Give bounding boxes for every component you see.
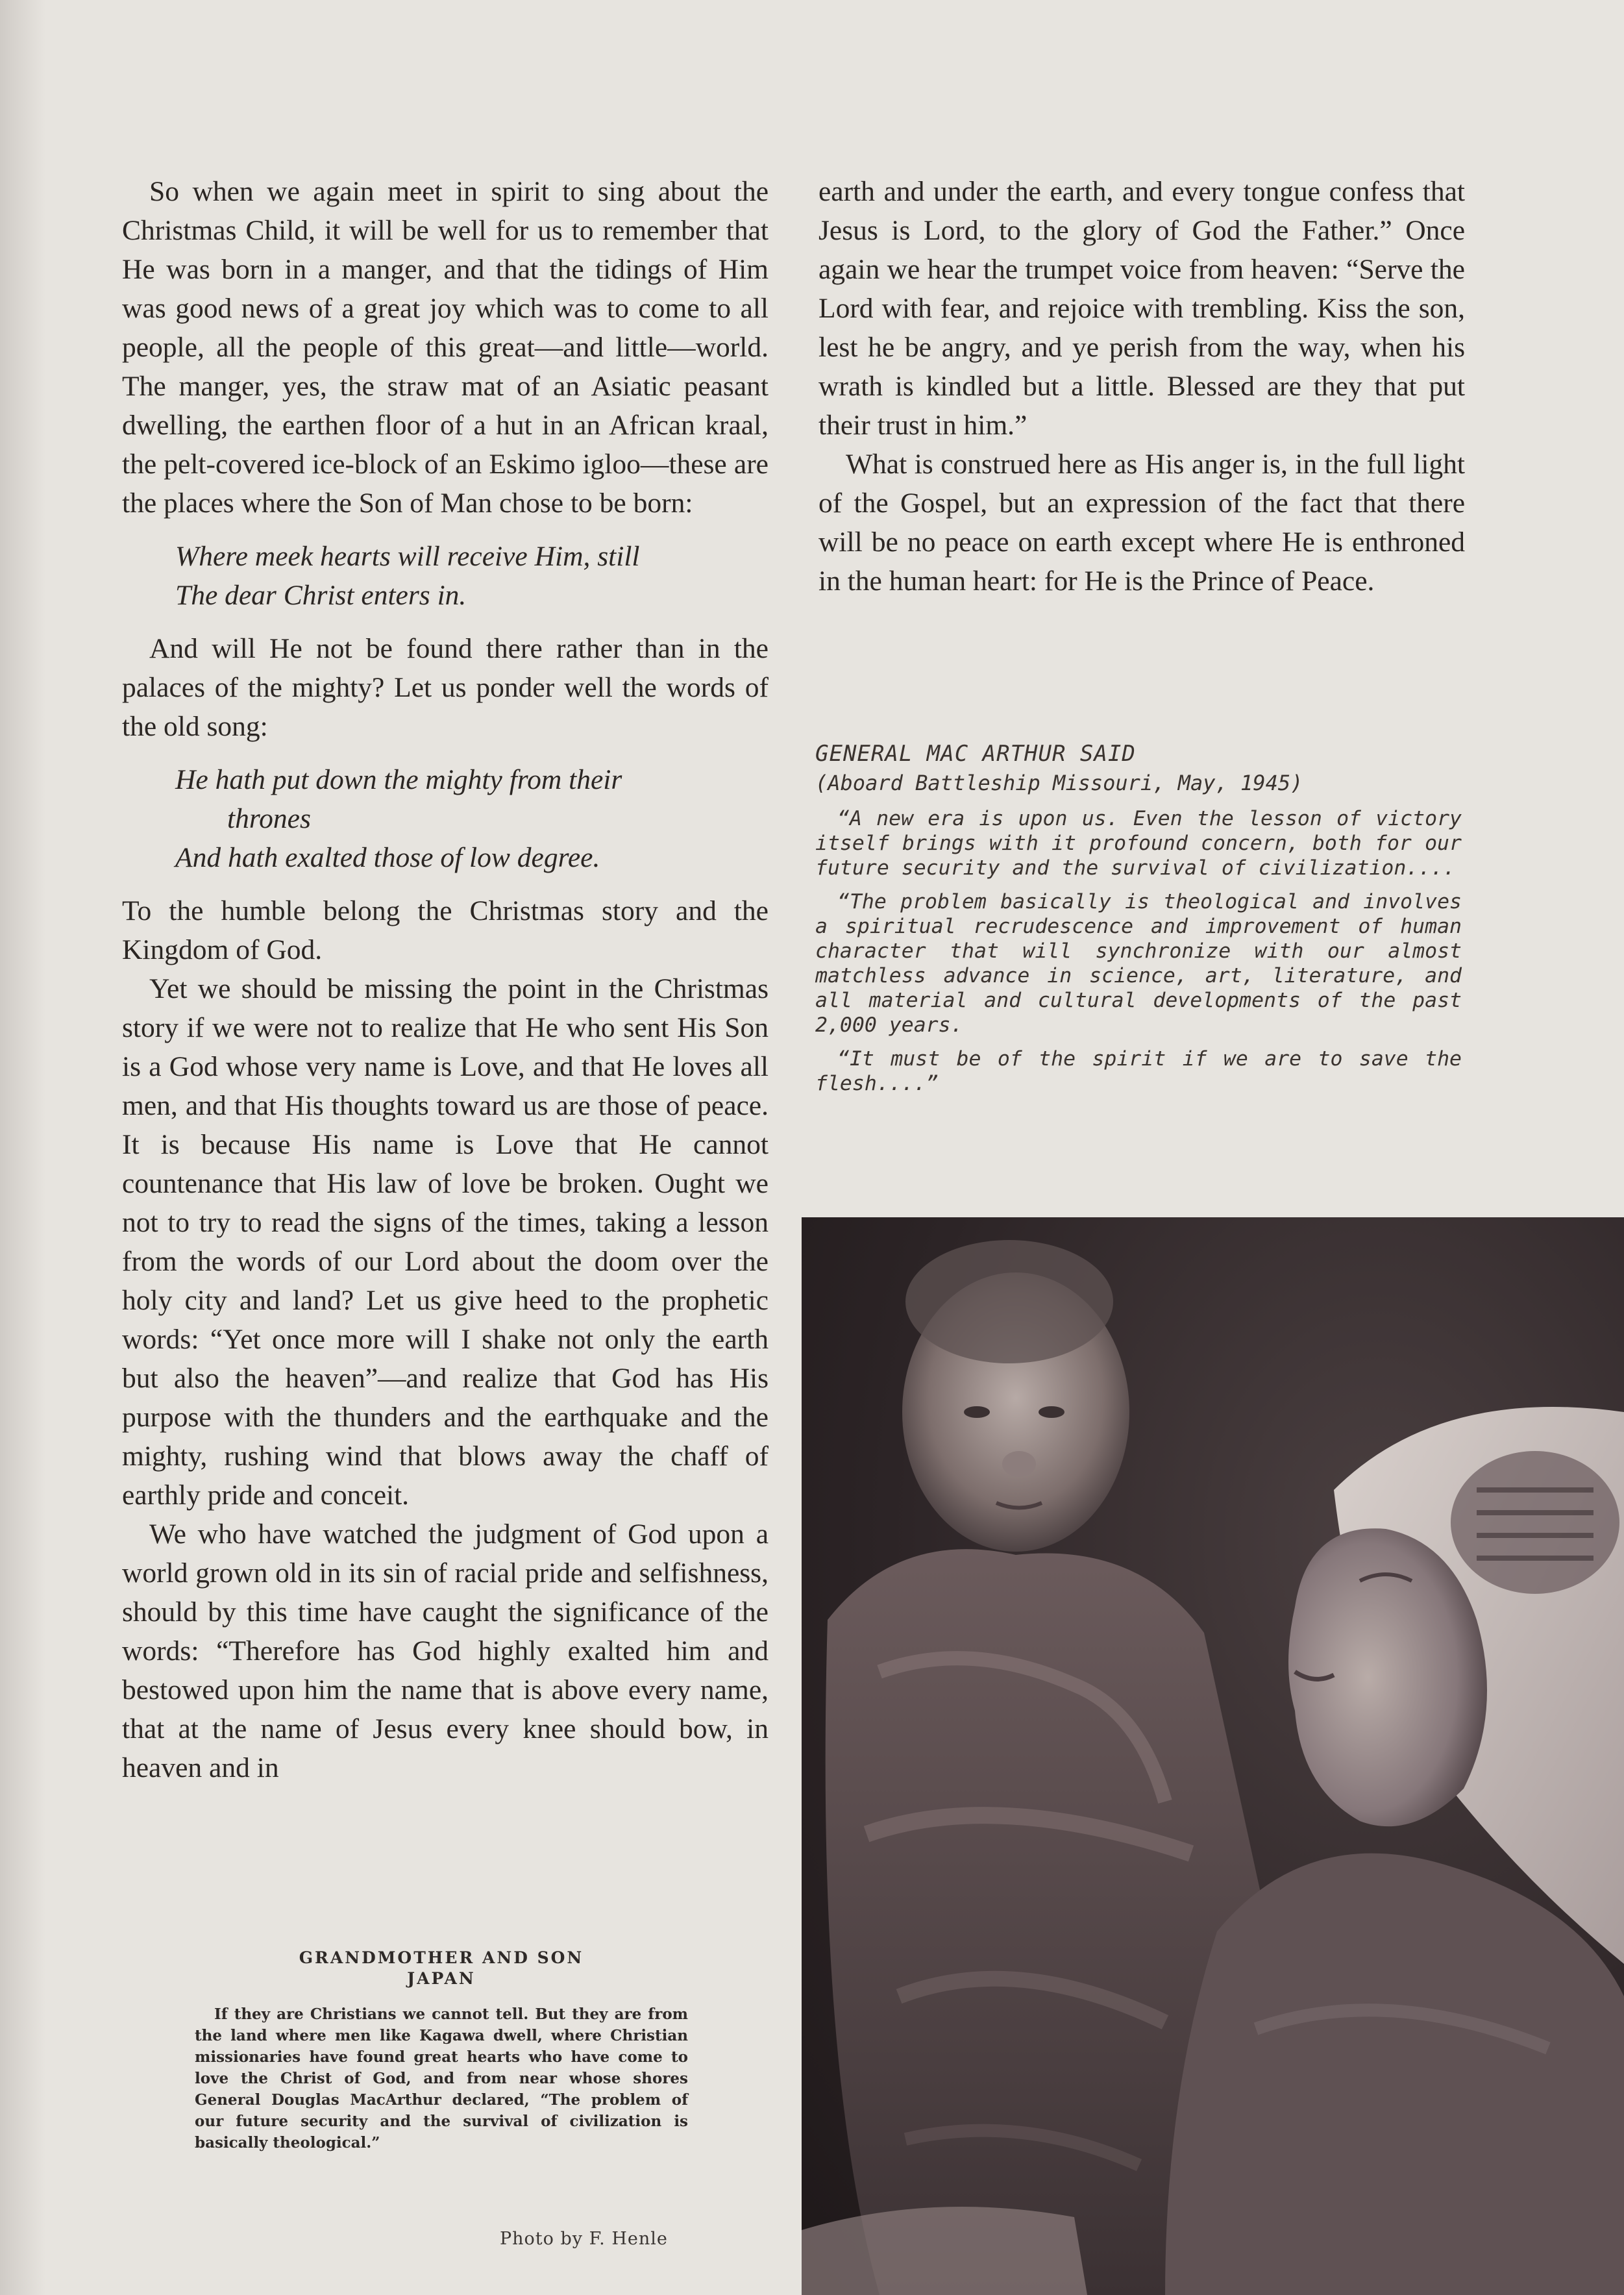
- grandmother-and-child-photo: [802, 1217, 1624, 2295]
- photo-illustration: [802, 1217, 1624, 2295]
- right-text-column: [818, 172, 1465, 601]
- verse-line: Where meek hearts will receive Him, still: [175, 541, 640, 572]
- quote-paragraph: “It must be of the spirit if we are to save the flesh....”: [815, 1047, 1462, 1095]
- photo-credit: Photo by F. Henle: [500, 2229, 668, 2249]
- paragraph: earth and under the earth, and every tongue confess that Jesus is Lord, to the glory of God the Father.” Once again we hear the trumpet voice from heaven: “Serve the Lord with fear, and rejoice with trembling. Kiss the son, lest he be angry, and ye perish from the way, when his wrath is kindled but a little. Blessed are they that put their trust in him.”: [818, 176, 1465, 441]
- quote-paragraph: “The problem basically is theological and involves a spiritual recrudescence and improvement of human character that will synchronize with our almost matchless advance in science, art, literature, and all material and cultural developments of the past 2,000 years.: [815, 890, 1462, 1037]
- caption-subtitle: JAPAN: [407, 1969, 476, 1988]
- verse-line: thrones: [227, 803, 311, 834]
- verse-line: The dear Christ enters in.: [175, 580, 467, 611]
- quote-box-subtitle: (Aboard Battleship Missouri, May, 1945): [815, 771, 1303, 795]
- macarthur-quote-box: [815, 739, 1462, 1105]
- caption-body: If they are Christians we cannot tell. But they are from the land where men like Kagawa dwell, where Christian missionaries have found great hearts who have come to love the Christ of God, and from near whose shores General Douglas MacArthur declared, “The problem of our future security and the survival of civilization is basically theological.”: [195, 2005, 688, 2152]
- verse-quote: [175, 537, 769, 615]
- quote-box-title: GENERAL MAC ARTHUR SAID: [815, 741, 1136, 767]
- left-text-column: [122, 172, 769, 1787]
- paragraph: To the humble belong the Christmas story and the Kingdom of God.: [122, 895, 769, 965]
- quote-paragraph: “A new era is upon us. Even the lesson of victory itself brings with it profound concern, both for our future security and the survival of civilization....: [815, 807, 1462, 880]
- caption-title: GRANDMOTHER AND SON: [299, 1948, 584, 1967]
- verse-line: And hath exalted those of low degree.: [175, 842, 600, 873]
- paragraph: What is construed here as His anger is, in the full light of the Gospel, but an expression of the fact that there will be no peace on earth except where He is enthroned in the human heart: for He is the Prince of Peace.: [818, 449, 1465, 597]
- page-gutter-shadow: [0, 0, 45, 2295]
- paragraph: So when we again meet in spirit to sing about the Christmas Child, it will be well for us to remember that He was born in a manger, and that the tidings of Him was good news of a great joy which was to come to all people, all the people of this great—and little—world. The manger, yes, the straw mat of an Asiatic peasant dwelling, the earthen floor of a hut in an African kraal, the pelt-covered ice-block of an Eskimo igloo—these are the places where the Son of Man chose to be born:: [122, 176, 769, 519]
- photo-caption: [195, 1948, 688, 2153]
- paragraph: Yet we should be missing the point in the Christmas story if we were not to realize that He who sent His Son is a God whose very name is Love, and that He loves all men, and that His thoughts toward us are those of peace. It is because His name is Love that He cannot countenance that His law of love be broken. Ought we not to try to read the signs of the times, taking a lesson from the words of our Lord about the doom over the holy city and land? Let us give heed to the prophetic words: “Yet once more will I shake not only the earth but also the heaven”—and realize that God has His purpose with the thunders and the earthquake and the mighty, rushing wind that blows away the chaff of earthly pride and conceit.: [122, 973, 769, 1511]
- verse-line: He hath put down the mighty from their: [175, 764, 622, 795]
- paragraph: And will He not be found there rather than in the palaces of the mighty? Let us ponder well the words of the old song:: [122, 633, 769, 742]
- verse-quote: [175, 760, 769, 877]
- paragraph: We who have watched the judgment of God upon a world grown old in its sin of racial pride and selfishness, should by this time have caught the significance of the words: “Therefore has God highly exalted him and bestowed upon him the name that is above every name, that at the name of Jesus every knee should bow, in heaven and in: [122, 1519, 769, 1783]
